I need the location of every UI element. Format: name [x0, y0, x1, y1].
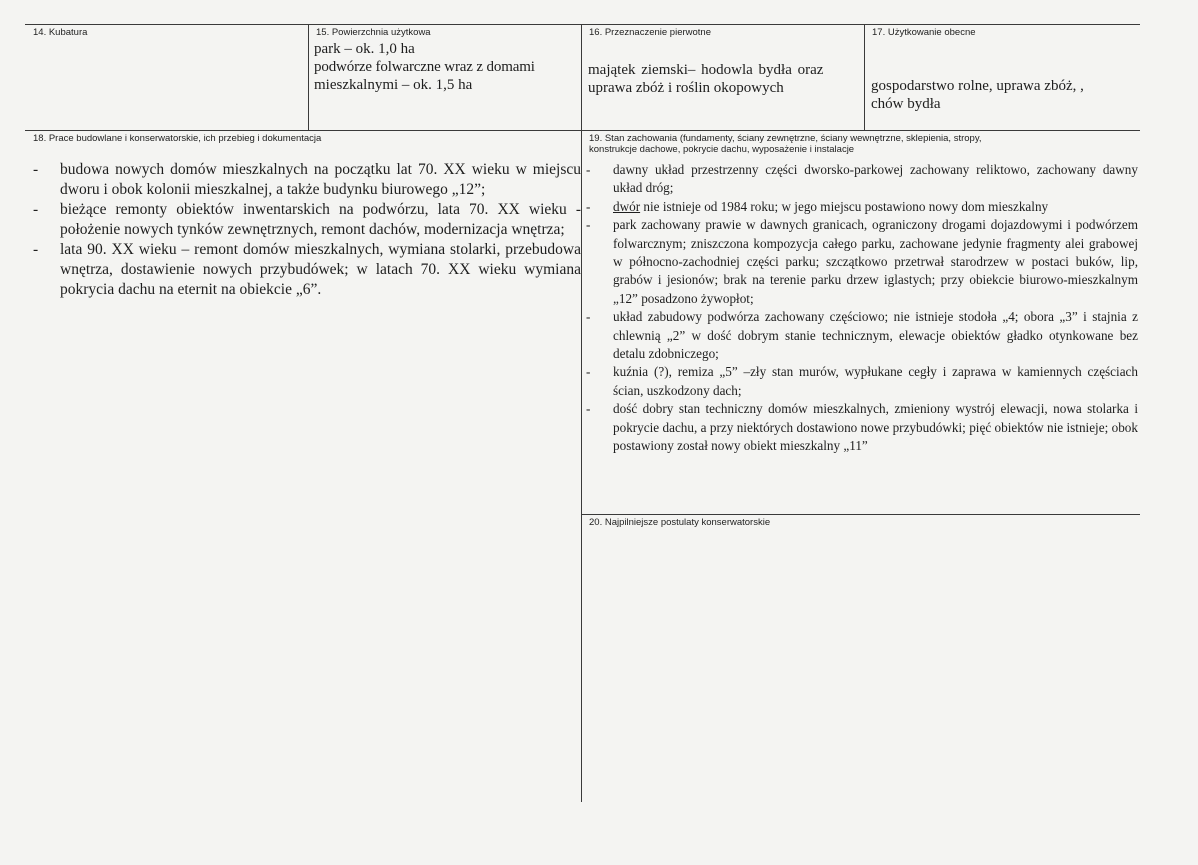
field-19-label-line: konstrukcje dachowe, pokrycie dachu, wyposażenie i instalacje — [589, 144, 855, 155]
divider-16-17 — [864, 24, 865, 130]
list-item-text: dość dobry stan techniczny domów mieszkalnych, zmieniony wystrój elewacji, nowa stolarka i pokrycie dachu, a przy niektórych dostawiono nowe przybudówki; pięć obiektów nie istnieje; obok postawiony został nowy obiekt mieszkalny „11” — [613, 401, 1138, 454]
list-item-text: kuźnia (?), remiza „5” –zły stan murów, wypłukane cegły i zaprawa w kamiennych częściach ścian, uszkodzony dach; — [613, 364, 1138, 398]
field-15-label: 15. Powierzchnia użytkowa — [316, 27, 431, 38]
bullet-dash: - — [586, 217, 591, 233]
list-item-text: lata 90. XX wieku – remont domów mieszkalnych, wymiana stolarki, przebudowa wnętrza, dostawienie nowych przybudówek; w latach 70. XX wieku wymiana pokrycia dachu na eternit na obiekcie „6”. — [60, 241, 581, 298]
list-item — [33, 160, 581, 200]
condition-list — [586, 161, 1138, 456]
field-17-line: chów bydła — [871, 96, 941, 112]
bullet-dash: - — [586, 364, 591, 380]
list-item-text: nie istnieje od 1984 roku; w jego miejscu postawiono nowy dom mieszkalny — [640, 198, 1049, 214]
field-18-label: 18. Prace budowlane i konserwatorskie, ich przebieg i dokumentacja — [33, 133, 322, 144]
top-rule — [25, 24, 1140, 25]
field-16-line: majątek ziemski– hodowla bydła oraz — [588, 62, 824, 78]
bullet-dash: - — [33, 161, 39, 178]
section20-top-rule — [581, 514, 1140, 515]
list-item-text: park zachowany prawie w dawnych granicach, ograniczony drogami dojazdowymi i podwórzem folwarcznym; zniszczona kompozycja całego parku, zachowane jedynie fragmenty alei grabowej w północno-zachodniej części parku; szczątkowo przetrwał starodrzew w postaci buków, lip, grabów i jesionów; brak na terenie parku drzew iglastych; przy obiekcie biurowo-mieszkalnym „12” posadzono żywopłot; — [613, 217, 1138, 306]
field-19-label — [589, 133, 982, 155]
field-16-value — [588, 61, 862, 97]
field-20-label: 20. Najpilniejsze postulaty konserwatorskie — [589, 517, 771, 528]
field-17-value — [871, 77, 1137, 113]
list-item — [33, 200, 581, 240]
field-16-label: 16. Przeznaczenie pierwotne — [589, 27, 711, 38]
list-item — [586, 308, 1138, 363]
divider-14-15 — [308, 24, 309, 130]
bullet-dash: - — [33, 241, 39, 258]
bullet-dash: - — [586, 401, 591, 417]
list-item-text: bieżące remonty obiektów inwentarskich na podwórzu, lata 70. XX wieku - położenie nowych tynków zewnętrznych, remont dachów, modernizacja wnętrza; — [60, 201, 581, 238]
list-item — [586, 161, 1138, 198]
list-item — [586, 400, 1138, 455]
field-15-line: mieszkalnymi – ok. 1,5 ha — [314, 77, 473, 93]
underlined-word: dwór — [613, 198, 641, 214]
field-17-line: gospodarstwo rolne, uprawa zbóż, , — [871, 78, 1084, 94]
list-item — [586, 363, 1138, 400]
field-15-value — [314, 40, 580, 94]
works-list — [33, 160, 581, 300]
list-item — [586, 216, 1138, 308]
bullet-dash: - — [586, 162, 591, 177]
field-15-line: park – ok. 1,0 ha — [314, 41, 415, 57]
row1-bottom-rule — [25, 130, 1140, 131]
center-divider — [581, 24, 582, 802]
bullet-dash: - — [33, 201, 39, 218]
list-item-text: układ zabudowy podwórza zachowany częściowo; nie istnieje stodoła „4; obora „3” i stajnia z chlewnią „2” w dość dobrym stanie technicznym, elewacje obiektów gładko otynkowane bez detalu zdobniczego; — [613, 309, 1138, 362]
field-14-label: 14. Kubatura — [33, 27, 88, 38]
list-item — [586, 198, 1138, 216]
bullet-dash: - — [586, 309, 591, 325]
list-item-text: budowa nowych domów mieszkalnych na początku lat 70. XX wieku w miejscu dworu i obok kolonii mieszkalnej, a także budynku biurowego „12”; — [60, 161, 581, 198]
field-15-line: podwórze folwarczne wraz z domami — [314, 59, 535, 75]
field-16-line: uprawa zbóż i roślin okopowych — [588, 80, 784, 96]
list-item — [33, 240, 581, 300]
list-item-text: dawny układ przestrzenny części dworsko-parkowej zachowany reliktowo, zachowany dawny układ dróg; — [613, 162, 1138, 196]
field-17-label: 17. Użytkowanie obecne — [872, 27, 976, 38]
field-19-label-line: 19. Stan zachowania (fundamenty, ściany zewnętrzne, ściany wewnętrzne, sklepienia, stropy, — [589, 133, 982, 144]
bullet-dash: - — [586, 198, 591, 214]
